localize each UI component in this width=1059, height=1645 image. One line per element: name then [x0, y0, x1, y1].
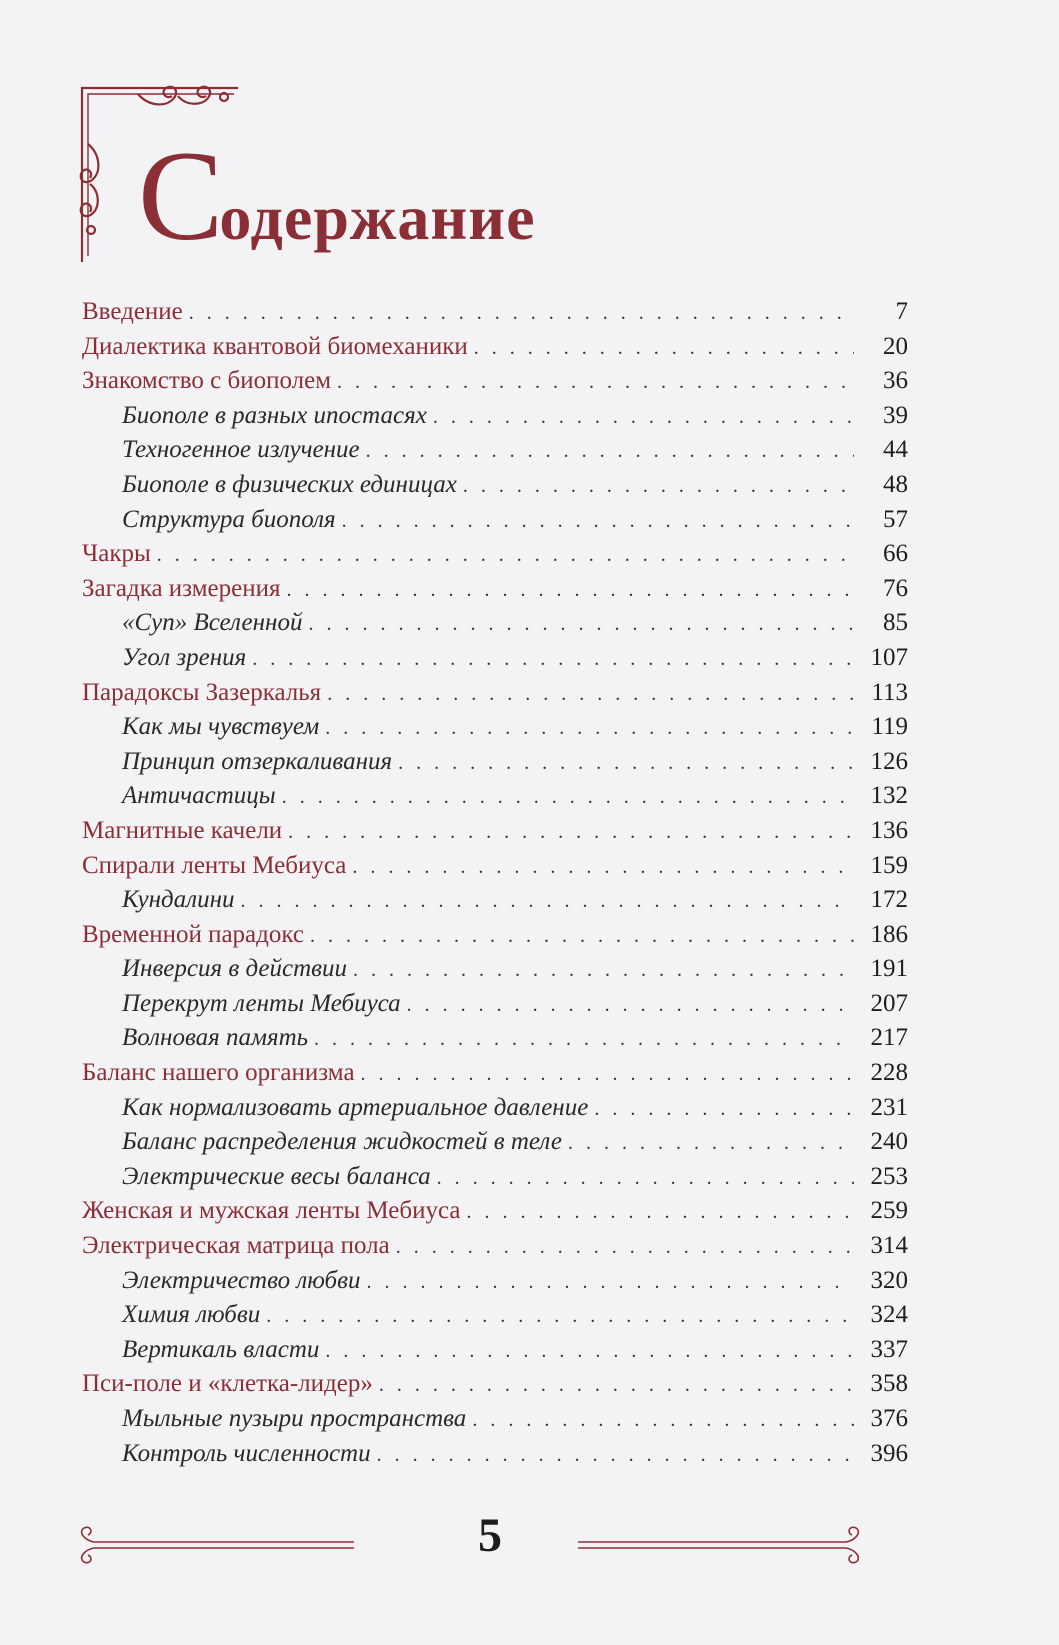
dot-leader [266, 1299, 854, 1334]
dot-leader [377, 1438, 854, 1473]
toc-page-number: 314 [870, 1232, 908, 1260]
toc-entry-label: Электричество любви [122, 1266, 361, 1294]
page-title [138, 125, 536, 267]
dot-leader [325, 1334, 854, 1369]
toc-entry-label: Угол зрения [122, 643, 247, 671]
dot-leader [327, 677, 854, 712]
toc-page-number: 7 [895, 298, 908, 325]
toc-entry-label: Введение [82, 298, 183, 325]
page-number: 5 [478, 1509, 502, 1562]
toc-page-number: 324 [870, 1301, 908, 1329]
dot-leader [433, 400, 854, 435]
toc-chapter-row [82, 1056, 908, 1091]
dot-leader [288, 815, 854, 850]
toc-page-number: 253 [870, 1162, 908, 1190]
toc-page-number: 320 [870, 1266, 908, 1294]
toc-page-number: 159 [870, 851, 908, 879]
toc-page-number: 48 [883, 470, 908, 498]
toc-chapter-row [82, 1229, 908, 1264]
toc-page-number: 396 [870, 1439, 908, 1467]
toc-entry-label: Мыльные пузыри пространства [122, 1405, 467, 1432]
toc-entry-label: Техногенное излучение [122, 436, 360, 464]
toc-entry-label: Кундалини [122, 886, 235, 914]
toc-entry-label: Чакры [82, 540, 151, 568]
toc-section-row [82, 1264, 908, 1299]
toc-chapter-row [82, 330, 908, 365]
toc-entry-label: Химия любви [122, 1301, 261, 1329]
toc-entry-label: Структура биополя [122, 505, 336, 533]
toc-entry-label: Как нормализовать артериальное давление [122, 1093, 589, 1121]
toc-chapter-row [82, 537, 908, 572]
toc-section-row [82, 987, 908, 1022]
dot-leader [379, 1368, 854, 1403]
toc-entry-label: Электрическая матрица пола [82, 1232, 390, 1260]
toc-entry-label: Парадоксы Зазеркалья [82, 678, 322, 706]
toc-page-number: 126 [870, 747, 908, 775]
toc-entry-label: Вертикаль власти [122, 1335, 320, 1363]
toc-section-row [82, 1021, 908, 1056]
toc-section-row [82, 468, 908, 503]
dot-leader [352, 850, 854, 885]
toc-entry-label: Пси-поле и «клетка-лидер» [82, 1370, 373, 1398]
dot-leader [474, 331, 854, 366]
toc-chapter-row [82, 572, 908, 607]
toc-entry-label: Волновая память [122, 1024, 309, 1052]
toc-entry-label: Биополе в физических единицах [122, 470, 457, 498]
toc-page-number: 107 [870, 643, 908, 671]
dot-leader [252, 642, 854, 677]
toc-entry-label: Знакомство с биополем [82, 367, 332, 395]
dot-leader [361, 1057, 854, 1092]
toc-section-row [82, 1437, 908, 1472]
toc-chapter-row [82, 295, 908, 330]
toc-entry-label: Принцип отзеркаливания [122, 747, 393, 775]
toc-section-row [82, 503, 908, 538]
toc-chapter-row [82, 918, 908, 953]
dot-leader [325, 711, 854, 746]
toc-page-number: 39 [883, 401, 908, 429]
toc-section-row [82, 399, 908, 434]
toc-page-number: 66 [883, 540, 908, 568]
toc-chapter-row [82, 814, 908, 849]
toc-entry-label: Баланс распределения жидкостей в теле [122, 1128, 562, 1156]
toc-page-number: 44 [883, 436, 908, 464]
dot-leader [366, 1265, 854, 1300]
toc-section-row [82, 779, 908, 814]
dot-leader [282, 780, 854, 815]
toc-page-number: 376 [870, 1405, 908, 1432]
toc-page-number: 240 [870, 1128, 908, 1156]
toc-entry-label: Женская и мужская ленты Мебиуса [82, 1197, 461, 1225]
dot-leader [189, 296, 854, 331]
dot-leader [398, 746, 854, 781]
toc-page-number: 36 [883, 367, 908, 395]
toc-entry-label: Спирали ленты Мебиуса [82, 851, 347, 879]
dot-leader [314, 1022, 854, 1057]
toc-entry-label: Как мы чувствуем [122, 713, 320, 741]
toc-page-number: 119 [871, 713, 908, 741]
toc-page-number: 57 [883, 505, 908, 533]
toc-section-row [82, 952, 908, 987]
dot-leader [463, 469, 854, 504]
toc-section-row [82, 606, 908, 641]
dot-leader [240, 884, 854, 919]
dot-leader [407, 988, 854, 1023]
dot-leader [308, 607, 854, 642]
toc-entry-label: «Суп» Вселенной [122, 609, 303, 637]
toc-page-number: 217 [870, 1024, 908, 1052]
toc-page-number: 76 [883, 574, 908, 602]
toc-chapter-row [82, 364, 908, 399]
toc-chapter-row [82, 676, 908, 711]
toc-section-row [82, 1298, 908, 1333]
toc-entry-label: Биополе в разных ипостасях [122, 401, 427, 429]
toc-section-row [82, 641, 908, 676]
toc-entry-label: Античастицы [122, 782, 276, 810]
toc-entry-label: Баланс нашего организма [82, 1059, 355, 1087]
toc-page-number: 337 [870, 1335, 908, 1363]
dot-leader [310, 919, 854, 954]
dot-leader [472, 1403, 854, 1438]
title-initial: С [138, 125, 222, 267]
dot-leader [337, 365, 854, 400]
toc-section-row [82, 1333, 908, 1368]
dot-leader [594, 1092, 854, 1127]
toc-section-row [82, 1160, 908, 1195]
toc-entry-label: Магнитные качели [82, 816, 283, 844]
toc-section-row [82, 1125, 908, 1160]
toc-section-row [82, 1091, 908, 1126]
toc-page-number: 132 [870, 782, 908, 810]
toc-entry-label: Контроль численности [122, 1439, 371, 1467]
dot-leader [396, 1230, 854, 1265]
dot-leader [157, 538, 854, 573]
toc-page-number: 231 [870, 1093, 908, 1121]
toc-page-number: 136 [870, 816, 908, 844]
toc-entry-label: Диалектика квантовой биомеханики [82, 332, 468, 360]
dot-leader [286, 573, 854, 608]
dot-leader [437, 1161, 854, 1196]
table-of-contents [82, 295, 908, 1471]
toc-page-number: 191 [870, 955, 908, 983]
toc-chapter-row [82, 1367, 908, 1402]
toc-section-row [82, 1402, 908, 1437]
dot-leader [366, 434, 854, 469]
toc-section-row [82, 710, 908, 745]
toc-entry-label: Временной парадокс [82, 920, 304, 948]
toc-entry-label: Электрические весы баланса [122, 1162, 431, 1190]
toc-page-number: 113 [871, 678, 908, 706]
title-rest: одержание [219, 182, 536, 253]
dot-leader [568, 1126, 854, 1161]
toc-entry-label: Перекрут ленты Мебиуса [122, 989, 401, 1017]
toc-page-number: 228 [870, 1059, 908, 1087]
toc-chapter-row [82, 1194, 908, 1229]
toc-page-number: 207 [870, 989, 908, 1017]
toc-page-number: 259 [870, 1197, 908, 1225]
toc-chapter-row [82, 849, 908, 884]
dot-leader [353, 953, 854, 988]
toc-section-row [82, 745, 908, 780]
toc-page-number: 172 [870, 886, 908, 914]
toc-page-number: 20 [883, 332, 908, 360]
toc-section-row [82, 433, 908, 468]
dot-leader [342, 504, 854, 539]
toc-page-number: 85 [883, 609, 908, 637]
dot-leader [466, 1195, 854, 1230]
toc-entry-label: Загадка измерения [82, 574, 281, 602]
toc-page-number: 186 [870, 920, 908, 948]
toc-entry-label: Инверсия в действии [122, 955, 348, 983]
toc-page-number: 358 [870, 1370, 908, 1398]
toc-section-row [82, 883, 908, 918]
